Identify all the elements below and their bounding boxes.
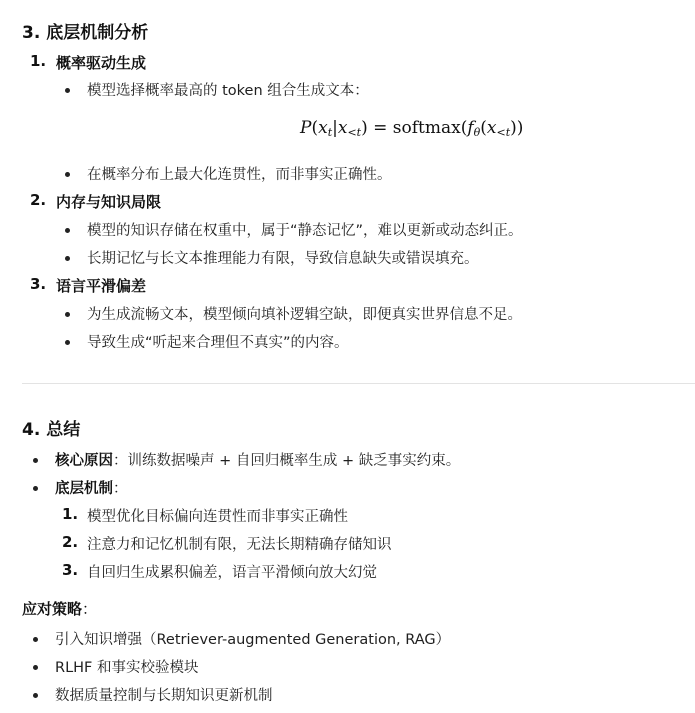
item-title-probability: 概率驱动生成 [56, 54, 147, 72]
section-divider [22, 383, 695, 384]
mechanism-item: 注意力和记忆机制有限，无法长期精确存储知识 [87, 537, 392, 553]
bullet-text: 为生成流畅文本，模型倾向填补逻辑空缺，即便真实世界信息不足。 [87, 307, 522, 323]
formula-lt: <t [347, 126, 362, 139]
mechanism-colon: ： [113, 481, 128, 497]
bullet-dot [65, 340, 70, 345]
strategy-colon: ： [82, 600, 98, 618]
bullet-dot [65, 256, 70, 261]
formula-theta: θ [473, 126, 481, 139]
bullet-dot [65, 172, 70, 177]
bullet-text: 模型选择概率最高的 token 组合生成文本： [87, 83, 369, 99]
bullet-text: 长期记忆与长文本推理能力有限，导致信息缺失或错误填充。 [87, 251, 479, 267]
bullet-dot [33, 637, 38, 642]
core-reason-label: 核心原因 [55, 453, 113, 469]
bullet-text: 在概率分布上最大化连贯性，而非事实正确性。 [87, 167, 392, 183]
strategy-item: 数据质量控制与长期知识更新机制 [55, 688, 273, 704]
ordered-number: 2. [30, 191, 47, 209]
ordered-number: 3. [62, 561, 79, 579]
bullet-dot [33, 693, 38, 698]
bullet-dot [33, 665, 38, 670]
strategy-label: 应对策略 [22, 600, 83, 618]
core-reason-line [55, 449, 460, 470]
ordered-number: 1. [30, 52, 47, 70]
formula-P: P [300, 118, 312, 138]
strategy-item: 引入知识增强（Retriever-augmented Generation, RAG） [55, 632, 451, 648]
bullet-dot [65, 88, 70, 93]
formula-x3: x [486, 118, 497, 138]
ordered-number: 3. [30, 275, 47, 293]
mechanism-item: 模型优化目标偏向连贯性而非事实正确性 [87, 509, 348, 525]
bullet-text: 导致生成“听起来合理但不真实”的内容。 [87, 335, 349, 351]
bullet-dot [33, 486, 38, 491]
mechanism-line [55, 477, 128, 498]
formula-softmax: softmax [392, 118, 461, 138]
item-title-smoothing: 语言平滑偏差 [56, 277, 147, 295]
ordered-number: 2. [62, 533, 79, 551]
formula-lt2: <t [496, 126, 511, 139]
mechanism-label: 底层机制 [55, 481, 113, 497]
strategy-heading [22, 598, 97, 619]
bullet-dot [65, 312, 70, 317]
probability-formula: $P(x_t|x_{<t})$ = $softmax(f_\theta(x_{<t}))$ [300, 118, 524, 139]
ordered-number: 1. [62, 505, 79, 523]
bullet-dot [65, 228, 70, 233]
mechanism-item: 自回归生成累积偏差，语言平滑倾向放大幻觉 [87, 565, 377, 581]
core-reason-text: ：训练数据噪声 + 自回归概率生成 + 缺乏事实约束。 [113, 453, 461, 469]
bullet-dot [33, 458, 38, 463]
item-title-memory: 内存与知识局限 [56, 193, 162, 211]
section-4-heading: 4. 总结 [22, 420, 81, 440]
formula-x: x [318, 118, 328, 138]
formula-x2: x [337, 118, 348, 138]
section-3-heading: 3. 底层机制分析 [22, 23, 149, 43]
strategy-item: RLHF 和事实校验模块 [55, 660, 199, 676]
formula-f: f [467, 118, 474, 138]
bullet-text: 模型的知识存储在权重中，属于“静态记忆”，难以更新或动态纠正。 [87, 223, 523, 239]
formula-t: t [327, 126, 333, 139]
